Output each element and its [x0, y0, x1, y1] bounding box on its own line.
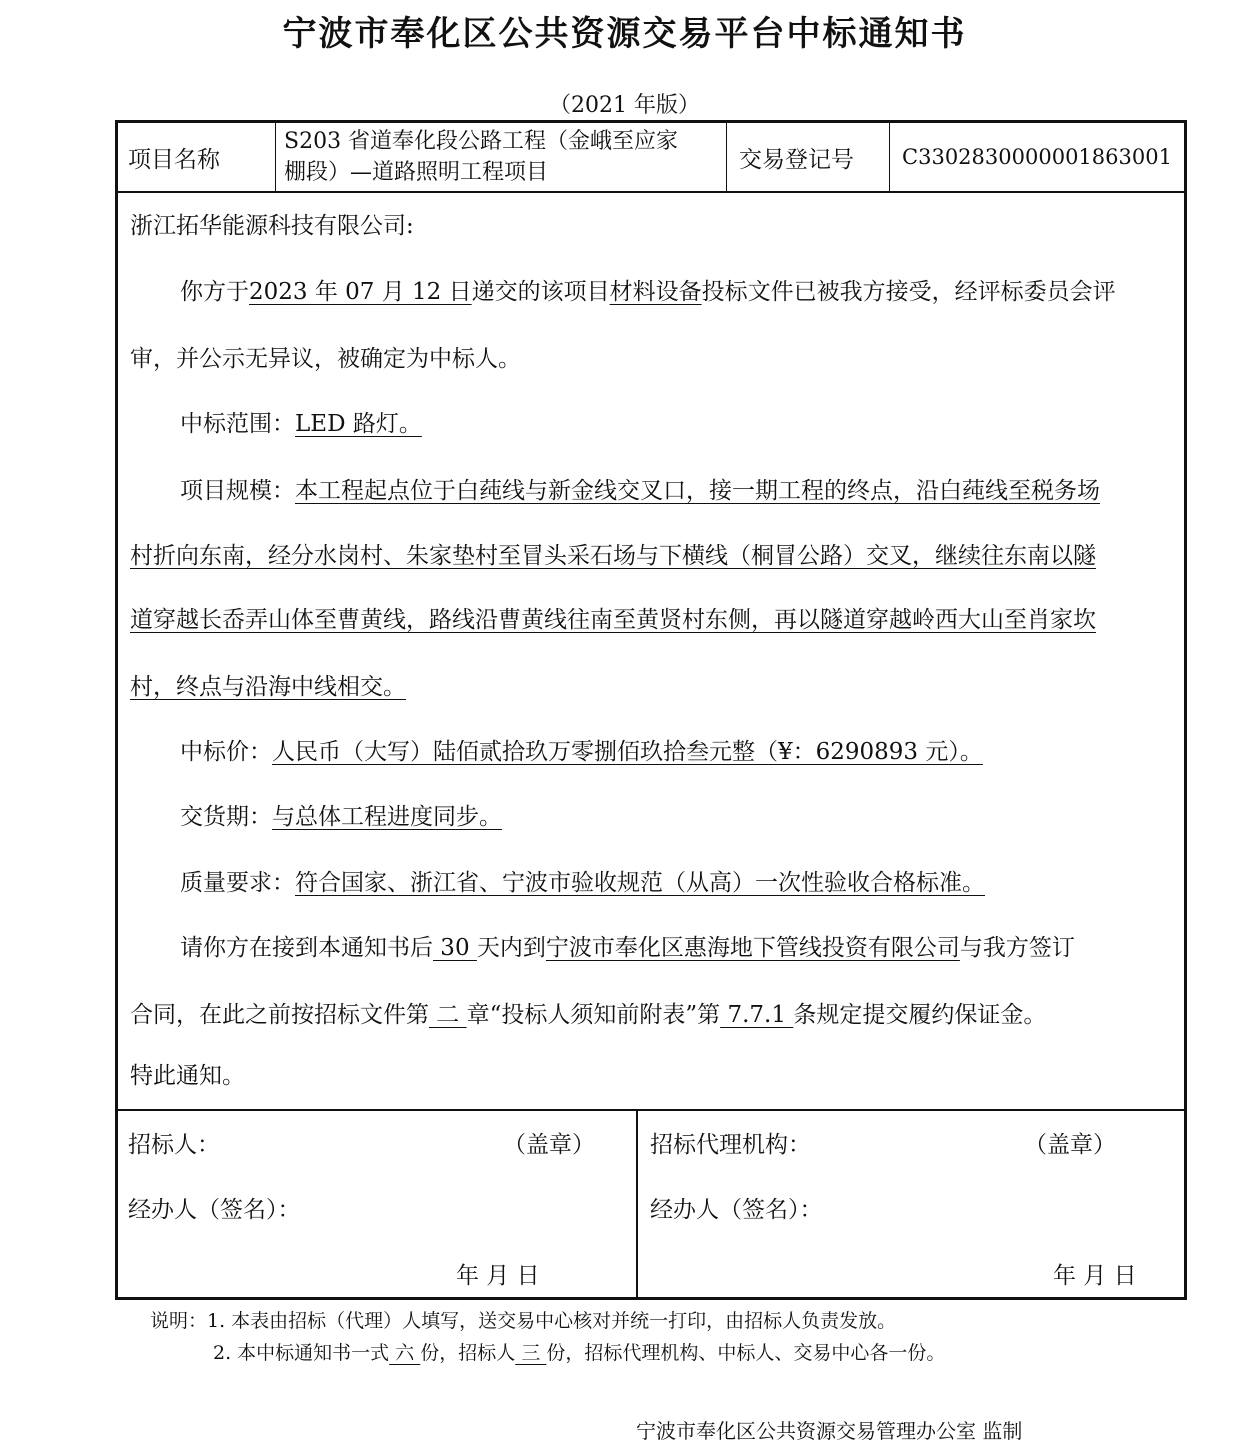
signature-section [118, 1109, 1184, 1299]
project-name-line2: 棚段）—道路照明工程项目 [284, 160, 549, 185]
paragraph-submission: 你方于2023 年 07 月 12 日递交的该项目材料设备投标文件已被我方接受，经评标委员会评 [180, 279, 1116, 305]
project-name-line1: S203 省道奉化段公路工程（金峨至应家 [284, 129, 679, 154]
registration-label: 交易登记号 [727, 123, 890, 191]
registration-number: C3302830000001863001 [902, 145, 1172, 169]
notice-form [115, 120, 1187, 1300]
signature-divider [636, 1111, 638, 1299]
paragraph-submission-cont: 审，并公示无异议，被确定为中标人。 [130, 346, 521, 372]
tenderer-handler: 经办人（签名）： [128, 1197, 301, 1223]
delivery-period: 交货期：与总体工程进度同步。 [180, 804, 502, 830]
agent-handler: 经办人（签名）： [650, 1197, 823, 1223]
tender-clause: 7.7.1 [720, 1002, 794, 1028]
agent-seal: （盖章） [1024, 1132, 1116, 1158]
issuer-footer: 宁波市奉化区公共资源交易管理办公室 监制 [636, 1419, 1023, 1443]
tenderer-label: 招标人： [128, 1132, 220, 1158]
project-scale-line2: 村折向东南，经分水岗村、朱家垫村至冒头采石场与下横线（桐冒公路）交叉，继续往东南以隧 [130, 543, 1096, 569]
agent-date: 年 月 日 [1053, 1263, 1137, 1289]
project-scale-line3: 道穿越长岙弄山体至曹黄线，路线沿曹黄线往南至黄贤村东侧，再以隧道穿越岭西大山至肖家坎 [130, 607, 1096, 633]
quality-requirement-value: 符合国家、浙江省、宁波市验收规范（从高）一次性验收合格标准。 [295, 870, 985, 896]
bid-scope-value: LED 路灯。 [295, 411, 422, 437]
note-line2: 2. 本中标通知书一式 六 份，招标人 三 份，招标代理机构、中标人、交易中心各一份。 [213, 1342, 946, 1364]
document-title: 宁波市奉化区公共资源交易平台中标通知书 [282, 14, 967, 54]
quality-requirement: 质量要求：符合国家、浙江省、宁波市验收规范（从高）一次性验收合格标准。 [180, 870, 985, 896]
tenderer-copies: 三 [515, 1342, 547, 1364]
tender-chapter: 二 [429, 1002, 467, 1028]
bid-price-value: 人民币（大写）陆佰贰拾玖万零捌佰玖拾叁元整（¥：6290893 元）。 [272, 739, 983, 765]
total-copies: 六 [389, 1342, 421, 1364]
submission-date: 2023 年 07 月 12 日 [249, 279, 472, 305]
bid-category: 材料设备 [609, 279, 702, 305]
project-scale-line4: 村，终点与沿海中线相交。 [130, 674, 406, 700]
closing-text: 特此通知。 [130, 1063, 245, 1089]
contract-days: 30 [433, 935, 477, 961]
document-version: （2021 年版） [549, 93, 700, 118]
agent-label: 招标代理机构： [650, 1132, 811, 1158]
note-line1: 说明：1. 本表由招标（代理）人填写，送交易中心核对并统一打印，由招标人负责发放。 [150, 1310, 897, 1332]
contract-instruction: 请你方在接到本通知书后 30 天内到宁波市奉化区惠海地下管线投资有限公司与我方签订 [180, 935, 1075, 961]
project-name-label: 项目名称 [118, 123, 276, 191]
addressee: 浙江拓华能源科技有限公司: [130, 213, 414, 239]
header-row [118, 123, 1184, 193]
bid-scope: 中标范围：LED 路灯。 [180, 411, 422, 437]
project-name-cell [276, 123, 727, 191]
project-scale-line1: 本工程起点位于白莼线与新金线交叉口，接一期工程的终点，沿白莼线至税务场 [295, 478, 1100, 504]
delivery-period-value: 与总体工程进度同步。 [272, 804, 502, 830]
project-scale: 项目规模：本工程起点位于白莼线与新金线交叉口，接一期工程的终点，沿白莼线至税务场 [180, 478, 1100, 504]
contract-company: 宁波市奉化区惠海地下管线投资有限公司 [545, 935, 960, 961]
tenderer-seal: （盖章） [503, 1132, 595, 1158]
contract-instruction-cont: 合同，在此之前按招标文件第 二 章“投标人须知前附表”第 7.7.1 条规定提交履约保证金。 [130, 1002, 1047, 1028]
tenderer-date: 年 月 日 [456, 1263, 540, 1289]
bid-price: 中标价：人民币（大写）陆佰贰拾玖万零捌佰玖拾叁元整（¥：6290893 元）。 [180, 739, 983, 765]
